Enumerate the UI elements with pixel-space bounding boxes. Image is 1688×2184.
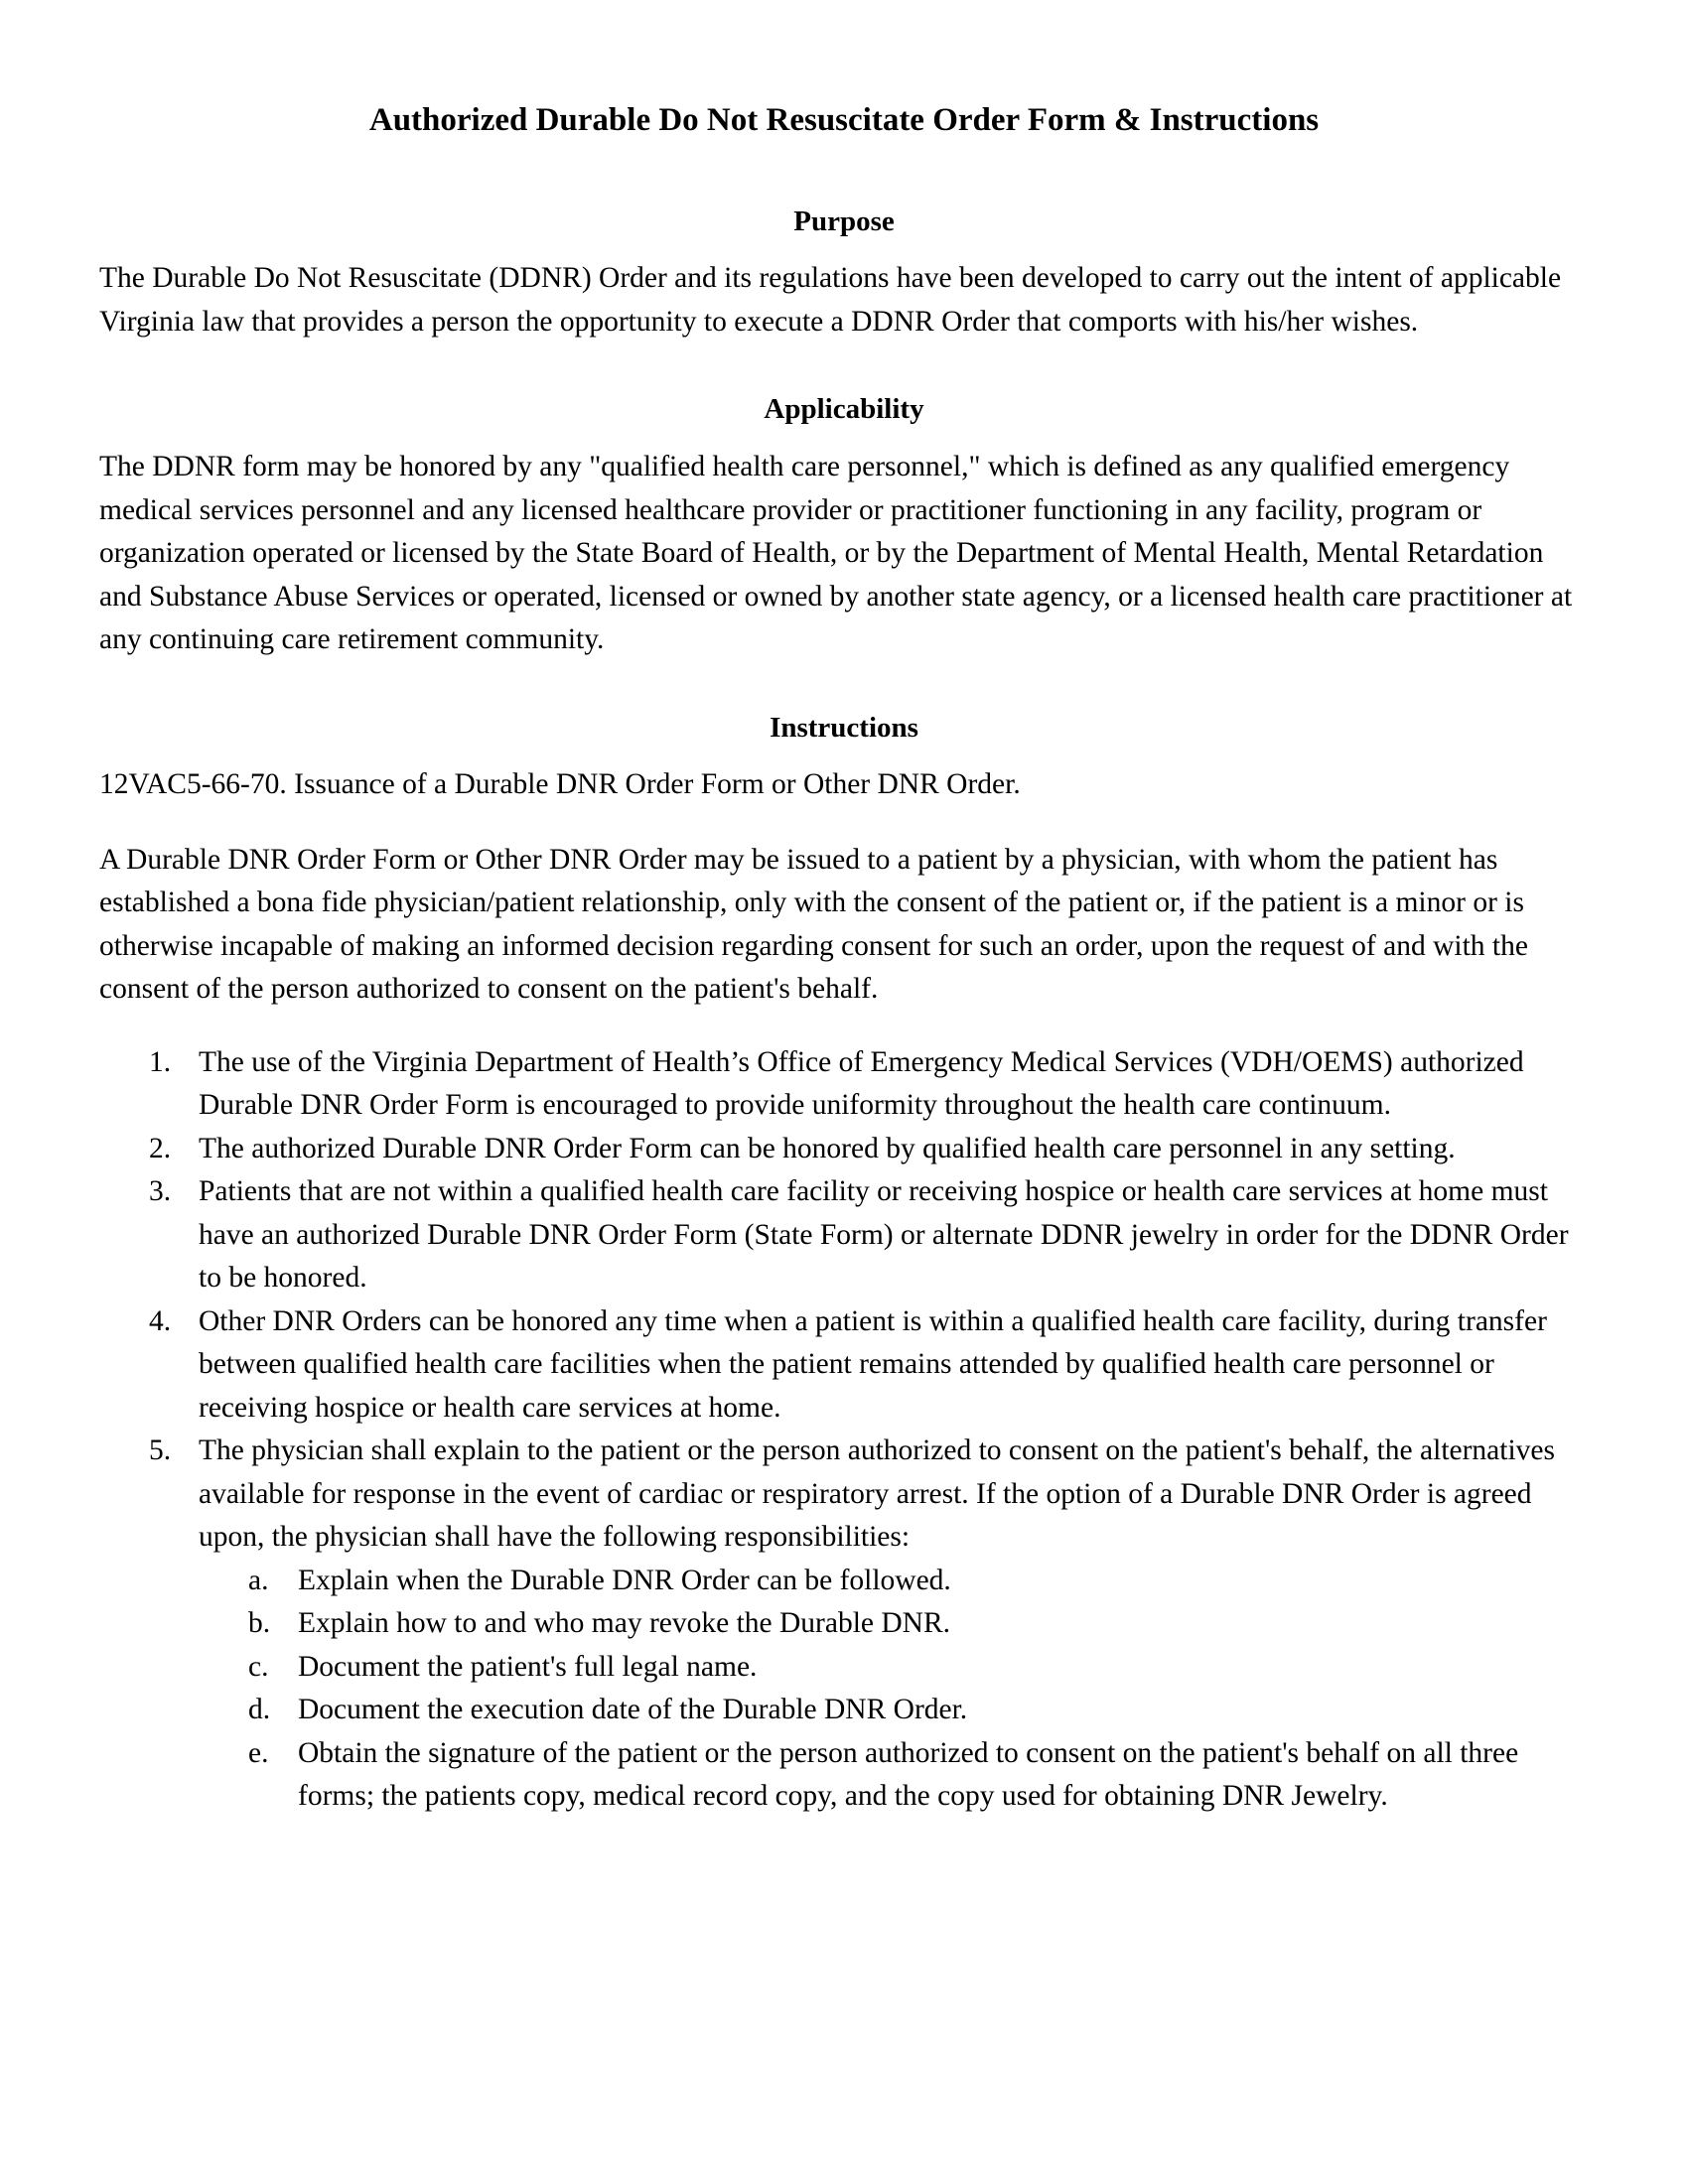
list-item — [99, 1300, 1589, 1431]
sublist-item-letter: b. — [248, 1607, 271, 1640]
purpose-text: The Durable Do Not Resuscitate (DDNR) Order and its regulations have been developed to carry out the intent of applicable Virginia law that provides a person the opportunity to execute a DDNR Order that comports with his/her wishes. — [99, 262, 1562, 338]
sublist-item-letter: a. — [248, 1564, 269, 1596]
sublist-item — [199, 1602, 1589, 1646]
list-item-text: The physician shall explain to the patient or the person authorized to consent on the patient's behalf, the alternatives available for response in the event of cardiac or respiratory arrest. If the option of a Durable DNR Order is agreed upon, the physician shall have the following responsibilities: — [199, 1434, 1555, 1554]
sublist-item-text: Explain how to and who may revoke the Durable DNR. — [298, 1607, 951, 1640]
sublist-item-text: Document the patient's full legal name. — [298, 1650, 758, 1683]
sublist-item — [199, 1560, 1589, 1603]
list-item-text: Other DNR Orders can be honored any time when a patient is within a qualified health care facility, during transfer between qualified health care facilities when the patient remains attended by qualified health care personnel or receiving hospice or health care services at home. — [199, 1304, 1547, 1424]
document-page — [99, 99, 1589, 1819]
applicability-section — [99, 389, 1589, 661]
applicability-text: The DDNR form may be honored by any "qualified health care personnel," which is defined as any qualified emergency medical services personnel and any licensed healthcare provider or practitioner functioning in any facility, program or organization operated or licensed by the State Board of Health, or by the Department of Mental Health, Mental Retardation and Substance Abuse Services or operated, licensed or owned by another state agency, or a licensed health care practitioner at any continuing care retirement community. — [99, 451, 1573, 656]
sublist-item — [199, 1732, 1589, 1819]
sublist-item-text: Obtain the signature of the patient or the person authorized to consent on the patient's behalf on all three forms; the patients copy, medical record copy, and the copy used for obtaining DNR Jewelry. — [298, 1736, 1519, 1813]
sublist-item — [199, 1646, 1589, 1690]
sublist-item — [199, 1689, 1589, 1732]
list-item-number: 5. — [149, 1434, 172, 1467]
list-item — [99, 1170, 1589, 1300]
list-item — [99, 1430, 1589, 1819]
sublist-item-letter: e. — [248, 1736, 269, 1769]
instructions-list — [99, 1041, 1589, 1819]
sublist-item-letter: c. — [248, 1650, 269, 1683]
instructions-heading: Instructions — [770, 711, 918, 744]
responsibilities-sublist — [199, 1560, 1589, 1819]
document-title: Authorized Durable Do Not Resuscitate Order Form & Instructions — [368, 102, 1320, 138]
sublist-item-text: Document the execution date of the Durable DNR Order. — [298, 1694, 968, 1726]
instructions-intro: A Durable DNR Order Form or Other DNR Order may be issued to a patient by a physician, with whom the patient has established a bona fide physician/patient relationship, only with the consent of the patient or, if the patient is a minor or is otherwise incapable of making an informed decision regarding consent for such an order, upon the request of and with the consent of the person authorized to consent on the patient's behalf. — [99, 843, 1528, 1006]
list-item-text: Patients that are not within a qualified health care facility or receiving hospice or health care services at home must have an authorized Durable DNR Order Form (State Form) or alternate DDNR jewelry in order for the DDNR Order to be honored. — [199, 1175, 1569, 1295]
list-item-text: The authorized Durable DNR Order Form can be honored by qualified health care personnel in any setting. — [199, 1132, 1456, 1164]
sublist-item-letter: d. — [248, 1694, 271, 1726]
purpose-heading: Purpose — [793, 205, 895, 237]
list-item-number: 2. — [149, 1132, 172, 1164]
list-item-number: 4. — [149, 1304, 172, 1337]
instructions-section — [99, 708, 1589, 1819]
list-item-number: 3. — [149, 1175, 172, 1208]
list-item — [99, 1041, 1589, 1128]
applicability-heading: Applicability — [764, 393, 924, 426]
regulation-citation: 12VAC5-66-70. Issuance of a Durable DNR Order Form or Other DNR Order. — [99, 768, 1021, 801]
list-item-text: The use of the Virginia Department of Health’s Office of Emergency Medical Services (VDH/OEMS) authorized Durable DNR Order Form is encouraged to provide uniformity throughout the health care continuum. — [199, 1045, 1524, 1122]
list-item — [99, 1128, 1589, 1171]
purpose-section — [99, 202, 1589, 344]
sublist-item-text: Explain when the Durable DNR Order can be followed. — [298, 1564, 951, 1596]
list-item-number: 1. — [149, 1045, 172, 1078]
